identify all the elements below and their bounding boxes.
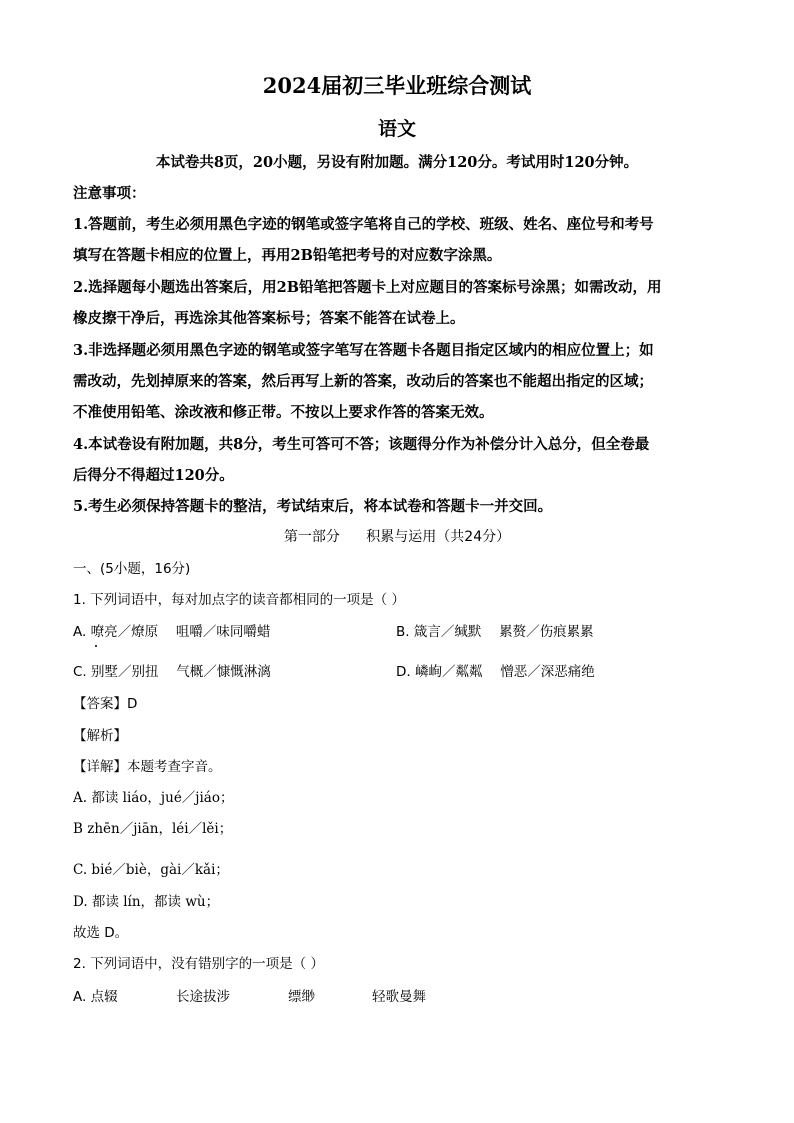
- question-2-option-a-4: 轻歌曼舞: [372, 989, 426, 1005]
- question-1-option-a: A. 嘹亮／燎原 咀嚼／味同嚼蜡: [73, 624, 271, 640]
- question-1-option-b: B. 箴言／缄默 累赘／伤痕累累: [396, 624, 594, 640]
- note-line: 5.考生必须保持答题卡的整洁，考试结束后，将本试卷和答题卡一并交回。: [73, 498, 553, 515]
- note-line: 后得分不得超过120分。: [73, 467, 234, 484]
- part-one-title: 第一部分 积累与运用（共24分）: [283, 529, 511, 545]
- note-line: 不准使用铅笔、涂改液和修正带。不按以上要求作答的答案无效。: [73, 404, 494, 421]
- question-2-option-a-2: 长途拔涉: [176, 989, 230, 1005]
- explain-line: C. bié／biè，gài／kǎi；: [73, 862, 229, 878]
- question-1-answer: 【答案】D: [73, 696, 138, 712]
- question-1-detail: 【详解】本题考查字音。: [73, 759, 222, 775]
- note-line: 填写在答题卡相应的位置上，再用2B铅笔把考号的对应数字涂黑。: [73, 247, 502, 264]
- question-1-option-c: C. 别墅／别扭 气概／慷慨淋漓: [73, 664, 271, 680]
- exam-intro: 本试卷共8页，20小题，另设有附加题。满分120分。考试用时120分钟。: [155, 154, 639, 171]
- exam-title: 2024届初三毕业班综合测试: [262, 73, 532, 98]
- note-line: 橡皮擦干净后，再选涂其他答案标号；答案不能答在试卷上。: [73, 310, 465, 327]
- subject-title: 语文: [377, 118, 416, 140]
- question-1-stem: 1. 下列词语中，每对加点字的读音都相同的一项是（ ）: [73, 592, 405, 608]
- section-heading: 一、(5小题，16分): [73, 561, 191, 577]
- note-line: 3.非选择题必须用黑色字迹的钢笔或签字笔写在答题卡各题目指定区域内的相应位置上；如: [73, 342, 654, 359]
- question-2-stem: 2. 下列词语中，没有错别字的一项是（ ）: [73, 956, 324, 972]
- question-2-option-a-1: A. 点辍: [73, 989, 118, 1005]
- note-line: 1.答题前，考生必须用黑色字迹的钢笔或签字笔将自己的学校、班级、姓名、座位号和考号: [73, 216, 654, 233]
- explain-line: 故选 D。: [73, 925, 129, 941]
- question-1-analysis-label: 【解析】: [73, 728, 127, 744]
- explain-line: A. 都读 liáo，jué／jiáo；: [73, 790, 234, 806]
- notes-heading: 注意事项：: [73, 185, 146, 202]
- explain-line: B zhēn／jiān，léi／lěi；: [73, 821, 233, 837]
- question-1-option-d: D. 嶙峋／粼粼 憎恶／深恶痛绝: [396, 664, 595, 680]
- note-line: 2.选择题每小题选出答案后，用2B铅笔把答题卡上对应题目的答案标号涂黑；如需改动，用: [73, 279, 662, 296]
- explain-line: D. 都读 lín，都读 wù；: [73, 894, 220, 910]
- question-2-option-a-3: 缥缈: [288, 989, 315, 1005]
- note-line: 4.本试卷设有附加题，共8分，考生可答可不答；该题得分作为补偿分计入总分，但全卷最: [73, 436, 650, 453]
- note-line: 需改动，先划掉原来的答案，然后再写上新的答案，改动后的答案也不能超出指定的区域；: [73, 373, 653, 390]
